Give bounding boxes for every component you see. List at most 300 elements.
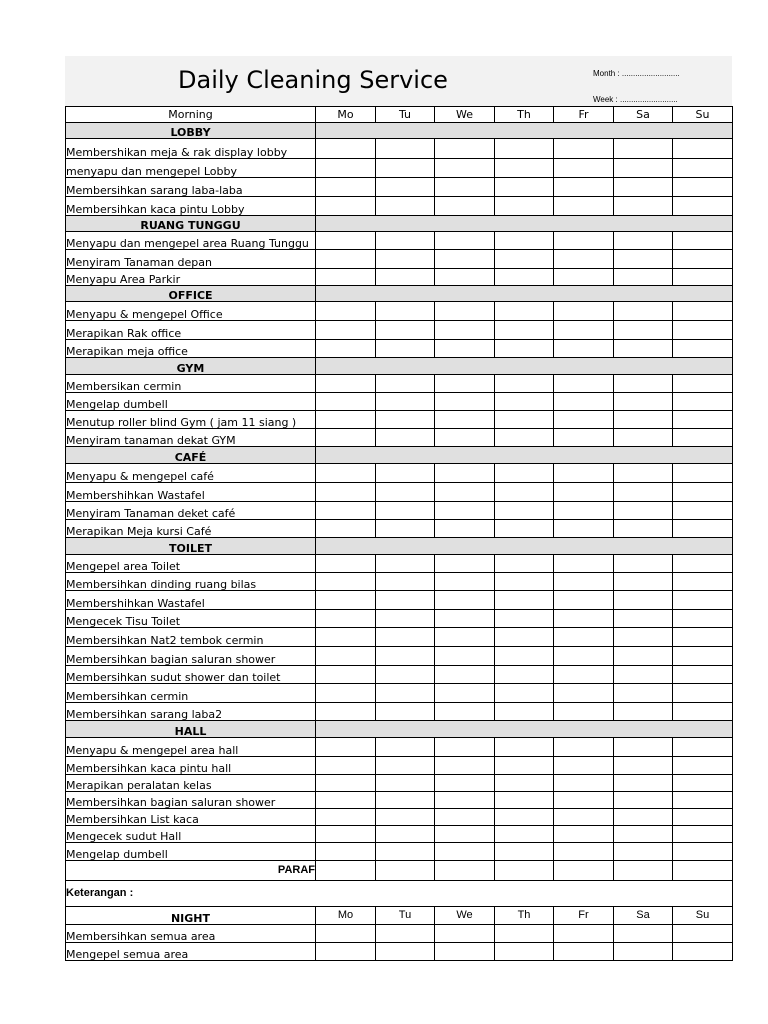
night-task-tu-checkbox[interactable]	[376, 925, 435, 943]
task-mo-checkbox[interactable]	[316, 178, 376, 197]
task-mo-checkbox[interactable]	[316, 375, 376, 393]
task-label: Membersihkan kaca pintu Lobby	[66, 197, 316, 216]
paraf-we-checkbox[interactable]	[435, 861, 495, 881]
task-we-checkbox[interactable]	[435, 232, 495, 250]
task-tu-checkbox[interactable]	[376, 269, 435, 286]
task-tu-checkbox[interactable]	[376, 464, 435, 483]
task-mo-checkbox[interactable]	[316, 321, 376, 340]
task-row	[66, 610, 733, 628]
task-tu-checkbox[interactable]	[376, 197, 435, 216]
task-we-checkbox[interactable]	[435, 826, 495, 843]
task-su-checkbox[interactable]	[673, 464, 733, 483]
task-sa-checkbox[interactable]	[614, 647, 673, 666]
task-th-checkbox[interactable]	[495, 684, 554, 703]
task-fr-checkbox[interactable]	[554, 555, 614, 573]
task-su-checkbox[interactable]	[673, 666, 733, 684]
section-title: OFFICE	[66, 286, 316, 302]
task-fr-checkbox[interactable]	[554, 647, 614, 666]
task-sa-checkbox[interactable]	[614, 393, 673, 411]
task-fr-checkbox[interactable]	[554, 483, 614, 502]
task-label: Menutup roller blind Gym ( jam 11 siang )	[66, 411, 316, 429]
task-label: Membersihkan sudut shower dan toilet	[66, 666, 316, 684]
night-task-mo-checkbox[interactable]	[316, 943, 376, 961]
task-tu-checkbox[interactable]	[376, 178, 435, 197]
section-header-row	[66, 216, 733, 232]
task-tu-checkbox[interactable]	[376, 809, 435, 826]
task-tu-checkbox[interactable]	[376, 483, 435, 502]
task-sa-checkbox[interactable]	[614, 321, 673, 340]
task-th-checkbox[interactable]	[495, 591, 554, 610]
task-sa-checkbox[interactable]	[614, 139, 673, 159]
task-tu-checkbox[interactable]	[376, 573, 435, 591]
task-su-checkbox[interactable]	[673, 375, 733, 393]
task-su-checkbox[interactable]	[673, 411, 733, 429]
task-su-checkbox[interactable]	[673, 647, 733, 666]
task-th-checkbox[interactable]	[495, 738, 554, 757]
paraf-mo-checkbox[interactable]	[316, 861, 376, 881]
task-th-checkbox[interactable]	[495, 792, 554, 809]
task-su-checkbox[interactable]	[673, 520, 733, 538]
task-we-checkbox[interactable]	[435, 775, 495, 792]
task-tu-checkbox[interactable]	[376, 843, 435, 861]
task-su-checkbox[interactable]	[673, 826, 733, 843]
task-fr-checkbox[interactable]	[554, 250, 614, 269]
task-tu-checkbox[interactable]	[376, 375, 435, 393]
task-we-checkbox[interactable]	[435, 393, 495, 411]
task-th-checkbox[interactable]	[495, 647, 554, 666]
task-fr-checkbox[interactable]	[554, 178, 614, 197]
task-sa-checkbox[interactable]	[614, 738, 673, 757]
task-we-checkbox[interactable]	[435, 610, 495, 628]
task-fr-checkbox[interactable]	[554, 502, 614, 520]
task-tu-checkbox[interactable]	[376, 250, 435, 269]
task-mo-checkbox[interactable]	[316, 809, 376, 826]
task-fr-checkbox[interactable]	[554, 792, 614, 809]
task-we-checkbox[interactable]	[435, 483, 495, 502]
task-mo-checkbox[interactable]	[316, 250, 376, 269]
task-su-checkbox[interactable]	[673, 573, 733, 591]
keterangan-field[interactable]: Keterangan :	[66, 881, 733, 907]
task-fr-checkbox[interactable]	[554, 826, 614, 843]
task-we-checkbox[interactable]	[435, 573, 495, 591]
task-mo-checkbox[interactable]	[316, 628, 376, 647]
task-th-checkbox[interactable]	[495, 843, 554, 861]
task-su-checkbox[interactable]	[673, 775, 733, 792]
task-sa-checkbox[interactable]	[614, 483, 673, 502]
task-sa-checkbox[interactable]	[614, 703, 673, 721]
task-we-checkbox[interactable]	[435, 666, 495, 684]
task-tu-checkbox[interactable]	[376, 232, 435, 250]
task-tu-checkbox[interactable]	[376, 738, 435, 757]
task-tu-checkbox[interactable]	[376, 502, 435, 520]
paraf-row	[66, 861, 733, 881]
task-tu-checkbox[interactable]	[376, 555, 435, 573]
task-fr-checkbox[interactable]	[554, 197, 614, 216]
task-tu-checkbox[interactable]	[376, 302, 435, 321]
task-mo-checkbox[interactable]	[316, 411, 376, 429]
task-we-checkbox[interactable]	[435, 159, 495, 178]
task-mo-checkbox[interactable]	[316, 269, 376, 286]
task-th-checkbox[interactable]	[495, 775, 554, 792]
task-mo-checkbox[interactable]	[316, 843, 376, 861]
section-header-fill	[316, 286, 733, 302]
task-sa-checkbox[interactable]	[614, 269, 673, 286]
task-fr-checkbox[interactable]	[554, 703, 614, 721]
section-header-row	[66, 286, 733, 302]
month-field[interactable]: Month : ..........................	[593, 69, 680, 78]
task-we-checkbox[interactable]	[435, 178, 495, 197]
task-row	[66, 178, 733, 197]
task-tu-checkbox[interactable]	[376, 826, 435, 843]
task-fr-checkbox[interactable]	[554, 159, 614, 178]
task-tu-checkbox[interactable]	[376, 775, 435, 792]
task-su-checkbox[interactable]	[673, 684, 733, 703]
task-mo-checkbox[interactable]	[316, 703, 376, 721]
task-su-checkbox[interactable]	[673, 483, 733, 502]
task-row	[66, 302, 733, 321]
task-su-checkbox[interactable]	[673, 610, 733, 628]
night-task-label: Mengepel semua area	[66, 943, 316, 961]
task-su-checkbox[interactable]	[673, 628, 733, 647]
task-we-checkbox[interactable]	[435, 340, 495, 358]
task-fr-checkbox[interactable]	[554, 429, 614, 447]
task-we-checkbox[interactable]	[435, 375, 495, 393]
task-label: Menyiram Tanaman deket café	[66, 502, 316, 520]
section-title: CAFÉ	[66, 447, 316, 464]
task-su-checkbox[interactable]	[673, 843, 733, 861]
task-we-checkbox[interactable]	[435, 647, 495, 666]
task-tu-checkbox[interactable]	[376, 321, 435, 340]
task-th-checkbox[interactable]	[495, 628, 554, 647]
night-task-su-checkbox[interactable]	[673, 943, 733, 961]
task-mo-checkbox[interactable]	[316, 232, 376, 250]
task-su-checkbox[interactable]	[673, 591, 733, 610]
task-sa-checkbox[interactable]	[614, 809, 673, 826]
task-su-checkbox[interactable]	[673, 738, 733, 757]
task-th-checkbox[interactable]	[495, 139, 554, 159]
task-fr-checkbox[interactable]	[554, 610, 614, 628]
task-th-checkbox[interactable]	[495, 321, 554, 340]
week-field[interactable]: Week : ..........................	[593, 95, 678, 104]
task-mo-checkbox[interactable]	[316, 393, 376, 411]
task-su-checkbox[interactable]	[673, 269, 733, 286]
task-row	[66, 775, 733, 792]
task-sa-checkbox[interactable]	[614, 302, 673, 321]
task-sa-checkbox[interactable]	[614, 520, 673, 538]
task-fr-checkbox[interactable]	[554, 232, 614, 250]
task-th-checkbox[interactable]	[495, 197, 554, 216]
task-fr-checkbox[interactable]	[554, 411, 614, 429]
task-mo-checkbox[interactable]	[316, 340, 376, 358]
night-task-fr-checkbox[interactable]	[554, 943, 614, 961]
night-task-th-checkbox[interactable]	[495, 925, 554, 943]
task-su-checkbox[interactable]	[673, 178, 733, 197]
task-mo-checkbox[interactable]	[316, 591, 376, 610]
task-th-checkbox[interactable]	[495, 757, 554, 775]
task-tu-checkbox[interactable]	[376, 393, 435, 411]
task-sa-checkbox[interactable]	[614, 826, 673, 843]
task-su-checkbox[interactable]	[673, 429, 733, 447]
night-task-su-checkbox[interactable]	[673, 925, 733, 943]
task-mo-checkbox[interactable]	[316, 197, 376, 216]
task-fr-checkbox[interactable]	[554, 321, 614, 340]
task-mo-checkbox[interactable]	[316, 464, 376, 483]
task-fr-checkbox[interactable]	[554, 520, 614, 538]
section-header-row	[66, 721, 733, 738]
task-su-checkbox[interactable]	[673, 792, 733, 809]
task-su-checkbox[interactable]	[673, 302, 733, 321]
task-mo-checkbox[interactable]	[316, 573, 376, 591]
task-we-checkbox[interactable]	[435, 302, 495, 321]
task-th-checkbox[interactable]	[495, 340, 554, 358]
task-fr-checkbox[interactable]	[554, 775, 614, 792]
task-row	[66, 159, 733, 178]
task-th-checkbox[interactable]	[495, 411, 554, 429]
task-fr-checkbox[interactable]	[554, 269, 614, 286]
section-title: GYM	[66, 358, 316, 375]
task-tu-checkbox[interactable]	[376, 340, 435, 358]
night-task-mo-checkbox[interactable]	[316, 925, 376, 943]
night-task-fr-checkbox[interactable]	[554, 925, 614, 943]
task-we-checkbox[interactable]	[435, 555, 495, 573]
task-su-checkbox[interactable]	[673, 555, 733, 573]
task-mo-checkbox[interactable]	[316, 302, 376, 321]
task-label: Menyiram tanaman dekat GYM	[66, 429, 316, 447]
task-we-checkbox[interactable]	[435, 684, 495, 703]
task-sa-checkbox[interactable]	[614, 502, 673, 520]
task-we-checkbox[interactable]	[435, 843, 495, 861]
task-fr-checkbox[interactable]	[554, 464, 614, 483]
task-su-checkbox[interactable]	[673, 340, 733, 358]
task-sa-checkbox[interactable]	[614, 340, 673, 358]
task-row	[66, 809, 733, 826]
task-sa-checkbox[interactable]	[614, 197, 673, 216]
task-th-checkbox[interactable]	[495, 502, 554, 520]
section-title: RUANG TUNGGU	[66, 216, 316, 232]
task-tu-checkbox[interactable]	[376, 139, 435, 159]
task-row	[66, 483, 733, 502]
task-su-checkbox[interactable]	[673, 139, 733, 159]
task-sa-checkbox[interactable]	[614, 375, 673, 393]
task-tu-checkbox[interactable]	[376, 429, 435, 447]
task-fr-checkbox[interactable]	[554, 302, 614, 321]
paraf-fr-checkbox[interactable]	[554, 861, 614, 881]
paraf-tu-checkbox[interactable]	[376, 861, 435, 881]
task-su-checkbox[interactable]	[673, 250, 733, 269]
task-tu-checkbox[interactable]	[376, 610, 435, 628]
task-we-checkbox[interactable]	[435, 520, 495, 538]
task-sa-checkbox[interactable]	[614, 178, 673, 197]
task-label: Membersihkan cermin	[66, 684, 316, 703]
paraf-su-checkbox[interactable]	[673, 861, 733, 881]
task-mo-checkbox[interactable]	[316, 429, 376, 447]
task-sa-checkbox[interactable]	[614, 573, 673, 591]
task-th-checkbox[interactable]	[495, 178, 554, 197]
task-sa-checkbox[interactable]	[614, 775, 673, 792]
task-we-checkbox[interactable]	[435, 250, 495, 269]
task-tu-checkbox[interactable]	[376, 666, 435, 684]
task-we-checkbox[interactable]	[435, 703, 495, 721]
task-fr-checkbox[interactable]	[554, 666, 614, 684]
task-fr-checkbox[interactable]	[554, 843, 614, 861]
task-sa-checkbox[interactable]	[614, 159, 673, 178]
task-row	[66, 703, 733, 721]
task-sa-checkbox[interactable]	[614, 411, 673, 429]
task-th-checkbox[interactable]	[495, 703, 554, 721]
task-tu-checkbox[interactable]	[376, 411, 435, 429]
task-mo-checkbox[interactable]	[316, 684, 376, 703]
task-fr-checkbox[interactable]	[554, 684, 614, 703]
task-fr-checkbox[interactable]	[554, 738, 614, 757]
task-th-checkbox[interactable]	[495, 610, 554, 628]
task-su-checkbox[interactable]	[673, 809, 733, 826]
task-tu-checkbox[interactable]	[376, 520, 435, 538]
task-fr-checkbox[interactable]	[554, 573, 614, 591]
checklist-table	[65, 106, 733, 961]
task-fr-checkbox[interactable]	[554, 375, 614, 393]
task-sa-checkbox[interactable]	[614, 666, 673, 684]
task-row	[66, 520, 733, 538]
task-mo-checkbox[interactable]	[316, 826, 376, 843]
task-mo-checkbox[interactable]	[316, 757, 376, 775]
task-label: Menyapu dan mengepel area Ruang Tunggu	[66, 232, 316, 250]
task-su-checkbox[interactable]	[673, 232, 733, 250]
night-label: NIGHT	[66, 907, 316, 925]
task-we-checkbox[interactable]	[435, 628, 495, 647]
task-mo-checkbox[interactable]	[316, 775, 376, 792]
task-mo-checkbox[interactable]	[316, 666, 376, 684]
task-th-checkbox[interactable]	[495, 573, 554, 591]
task-fr-checkbox[interactable]	[554, 757, 614, 775]
task-th-checkbox[interactable]	[495, 809, 554, 826]
task-row	[66, 843, 733, 861]
task-we-checkbox[interactable]	[435, 321, 495, 340]
task-we-checkbox[interactable]	[435, 269, 495, 286]
task-we-checkbox[interactable]	[435, 757, 495, 775]
task-th-checkbox[interactable]	[495, 375, 554, 393]
task-th-checkbox[interactable]	[495, 250, 554, 269]
paraf-sa-checkbox[interactable]	[614, 861, 673, 881]
task-mo-checkbox[interactable]	[316, 139, 376, 159]
task-label: Membersihkan sarang laba2	[66, 703, 316, 721]
paraf-th-checkbox[interactable]	[495, 861, 554, 881]
cleaning-checklist-sheet	[65, 56, 732, 961]
task-tu-checkbox[interactable]	[376, 628, 435, 647]
task-sa-checkbox[interactable]	[614, 628, 673, 647]
section-title: TOILET	[66, 538, 316, 555]
night-day-header-tu: Tu	[376, 907, 435, 925]
task-su-checkbox[interactable]	[673, 321, 733, 340]
task-fr-checkbox[interactable]	[554, 591, 614, 610]
task-mo-checkbox[interactable]	[316, 520, 376, 538]
task-we-checkbox[interactable]	[435, 809, 495, 826]
task-tu-checkbox[interactable]	[376, 647, 435, 666]
night-task-sa-checkbox[interactable]	[614, 943, 673, 961]
task-we-checkbox[interactable]	[435, 197, 495, 216]
task-tu-checkbox[interactable]	[376, 591, 435, 610]
task-we-checkbox[interactable]	[435, 139, 495, 159]
task-we-checkbox[interactable]	[435, 429, 495, 447]
task-sa-checkbox[interactable]	[614, 464, 673, 483]
task-mo-checkbox[interactable]	[316, 647, 376, 666]
task-su-checkbox[interactable]	[673, 197, 733, 216]
task-th-checkbox[interactable]	[495, 555, 554, 573]
task-su-checkbox[interactable]	[673, 703, 733, 721]
night-task-tu-checkbox[interactable]	[376, 943, 435, 961]
night-task-we-checkbox[interactable]	[435, 925, 495, 943]
task-mo-checkbox[interactable]	[316, 792, 376, 809]
night-task-we-checkbox[interactable]	[435, 943, 495, 961]
task-tu-checkbox[interactable]	[376, 703, 435, 721]
task-th-checkbox[interactable]	[495, 520, 554, 538]
task-su-checkbox[interactable]	[673, 393, 733, 411]
task-sa-checkbox[interactable]	[614, 792, 673, 809]
task-th-checkbox[interactable]	[495, 666, 554, 684]
section-title: LOBBY	[66, 123, 316, 139]
task-we-checkbox[interactable]	[435, 411, 495, 429]
task-label: Membersikan cermin	[66, 375, 316, 393]
task-mo-checkbox[interactable]	[316, 502, 376, 520]
task-fr-checkbox[interactable]	[554, 393, 614, 411]
task-sa-checkbox[interactable]	[614, 843, 673, 861]
task-su-checkbox[interactable]	[673, 757, 733, 775]
task-sa-checkbox[interactable]	[614, 610, 673, 628]
task-th-checkbox[interactable]	[495, 464, 554, 483]
task-sa-checkbox[interactable]	[614, 757, 673, 775]
task-sa-checkbox[interactable]	[614, 555, 673, 573]
task-row	[66, 429, 733, 447]
task-su-checkbox[interactable]	[673, 159, 733, 178]
task-th-checkbox[interactable]	[495, 302, 554, 321]
task-mo-checkbox[interactable]	[316, 555, 376, 573]
task-th-checkbox[interactable]	[495, 826, 554, 843]
task-sa-checkbox[interactable]	[614, 684, 673, 703]
task-we-checkbox[interactable]	[435, 464, 495, 483]
task-tu-checkbox[interactable]	[376, 757, 435, 775]
task-mo-checkbox[interactable]	[316, 159, 376, 178]
task-th-checkbox[interactable]	[495, 159, 554, 178]
task-row	[66, 826, 733, 843]
task-sa-checkbox[interactable]	[614, 232, 673, 250]
task-tu-checkbox[interactable]	[376, 684, 435, 703]
task-th-checkbox[interactable]	[495, 429, 554, 447]
task-th-checkbox[interactable]	[495, 269, 554, 286]
night-task-sa-checkbox[interactable]	[614, 925, 673, 943]
task-sa-checkbox[interactable]	[614, 250, 673, 269]
task-we-checkbox[interactable]	[435, 591, 495, 610]
task-mo-checkbox[interactable]	[316, 738, 376, 757]
task-label: Mengelap dumbell	[66, 843, 316, 861]
task-tu-checkbox[interactable]	[376, 792, 435, 809]
task-mo-checkbox[interactable]	[316, 483, 376, 502]
night-task-th-checkbox[interactable]	[495, 943, 554, 961]
task-mo-checkbox[interactable]	[316, 610, 376, 628]
task-th-checkbox[interactable]	[495, 483, 554, 502]
task-su-checkbox[interactable]	[673, 502, 733, 520]
task-fr-checkbox[interactable]	[554, 340, 614, 358]
task-fr-checkbox[interactable]	[554, 628, 614, 647]
task-th-checkbox[interactable]	[495, 393, 554, 411]
task-we-checkbox[interactable]	[435, 738, 495, 757]
task-tu-checkbox[interactable]	[376, 159, 435, 178]
task-we-checkbox[interactable]	[435, 502, 495, 520]
task-th-checkbox[interactable]	[495, 232, 554, 250]
task-sa-checkbox[interactable]	[614, 429, 673, 447]
task-fr-checkbox[interactable]	[554, 809, 614, 826]
task-we-checkbox[interactable]	[435, 792, 495, 809]
task-fr-checkbox[interactable]	[554, 139, 614, 159]
task-sa-checkbox[interactable]	[614, 591, 673, 610]
